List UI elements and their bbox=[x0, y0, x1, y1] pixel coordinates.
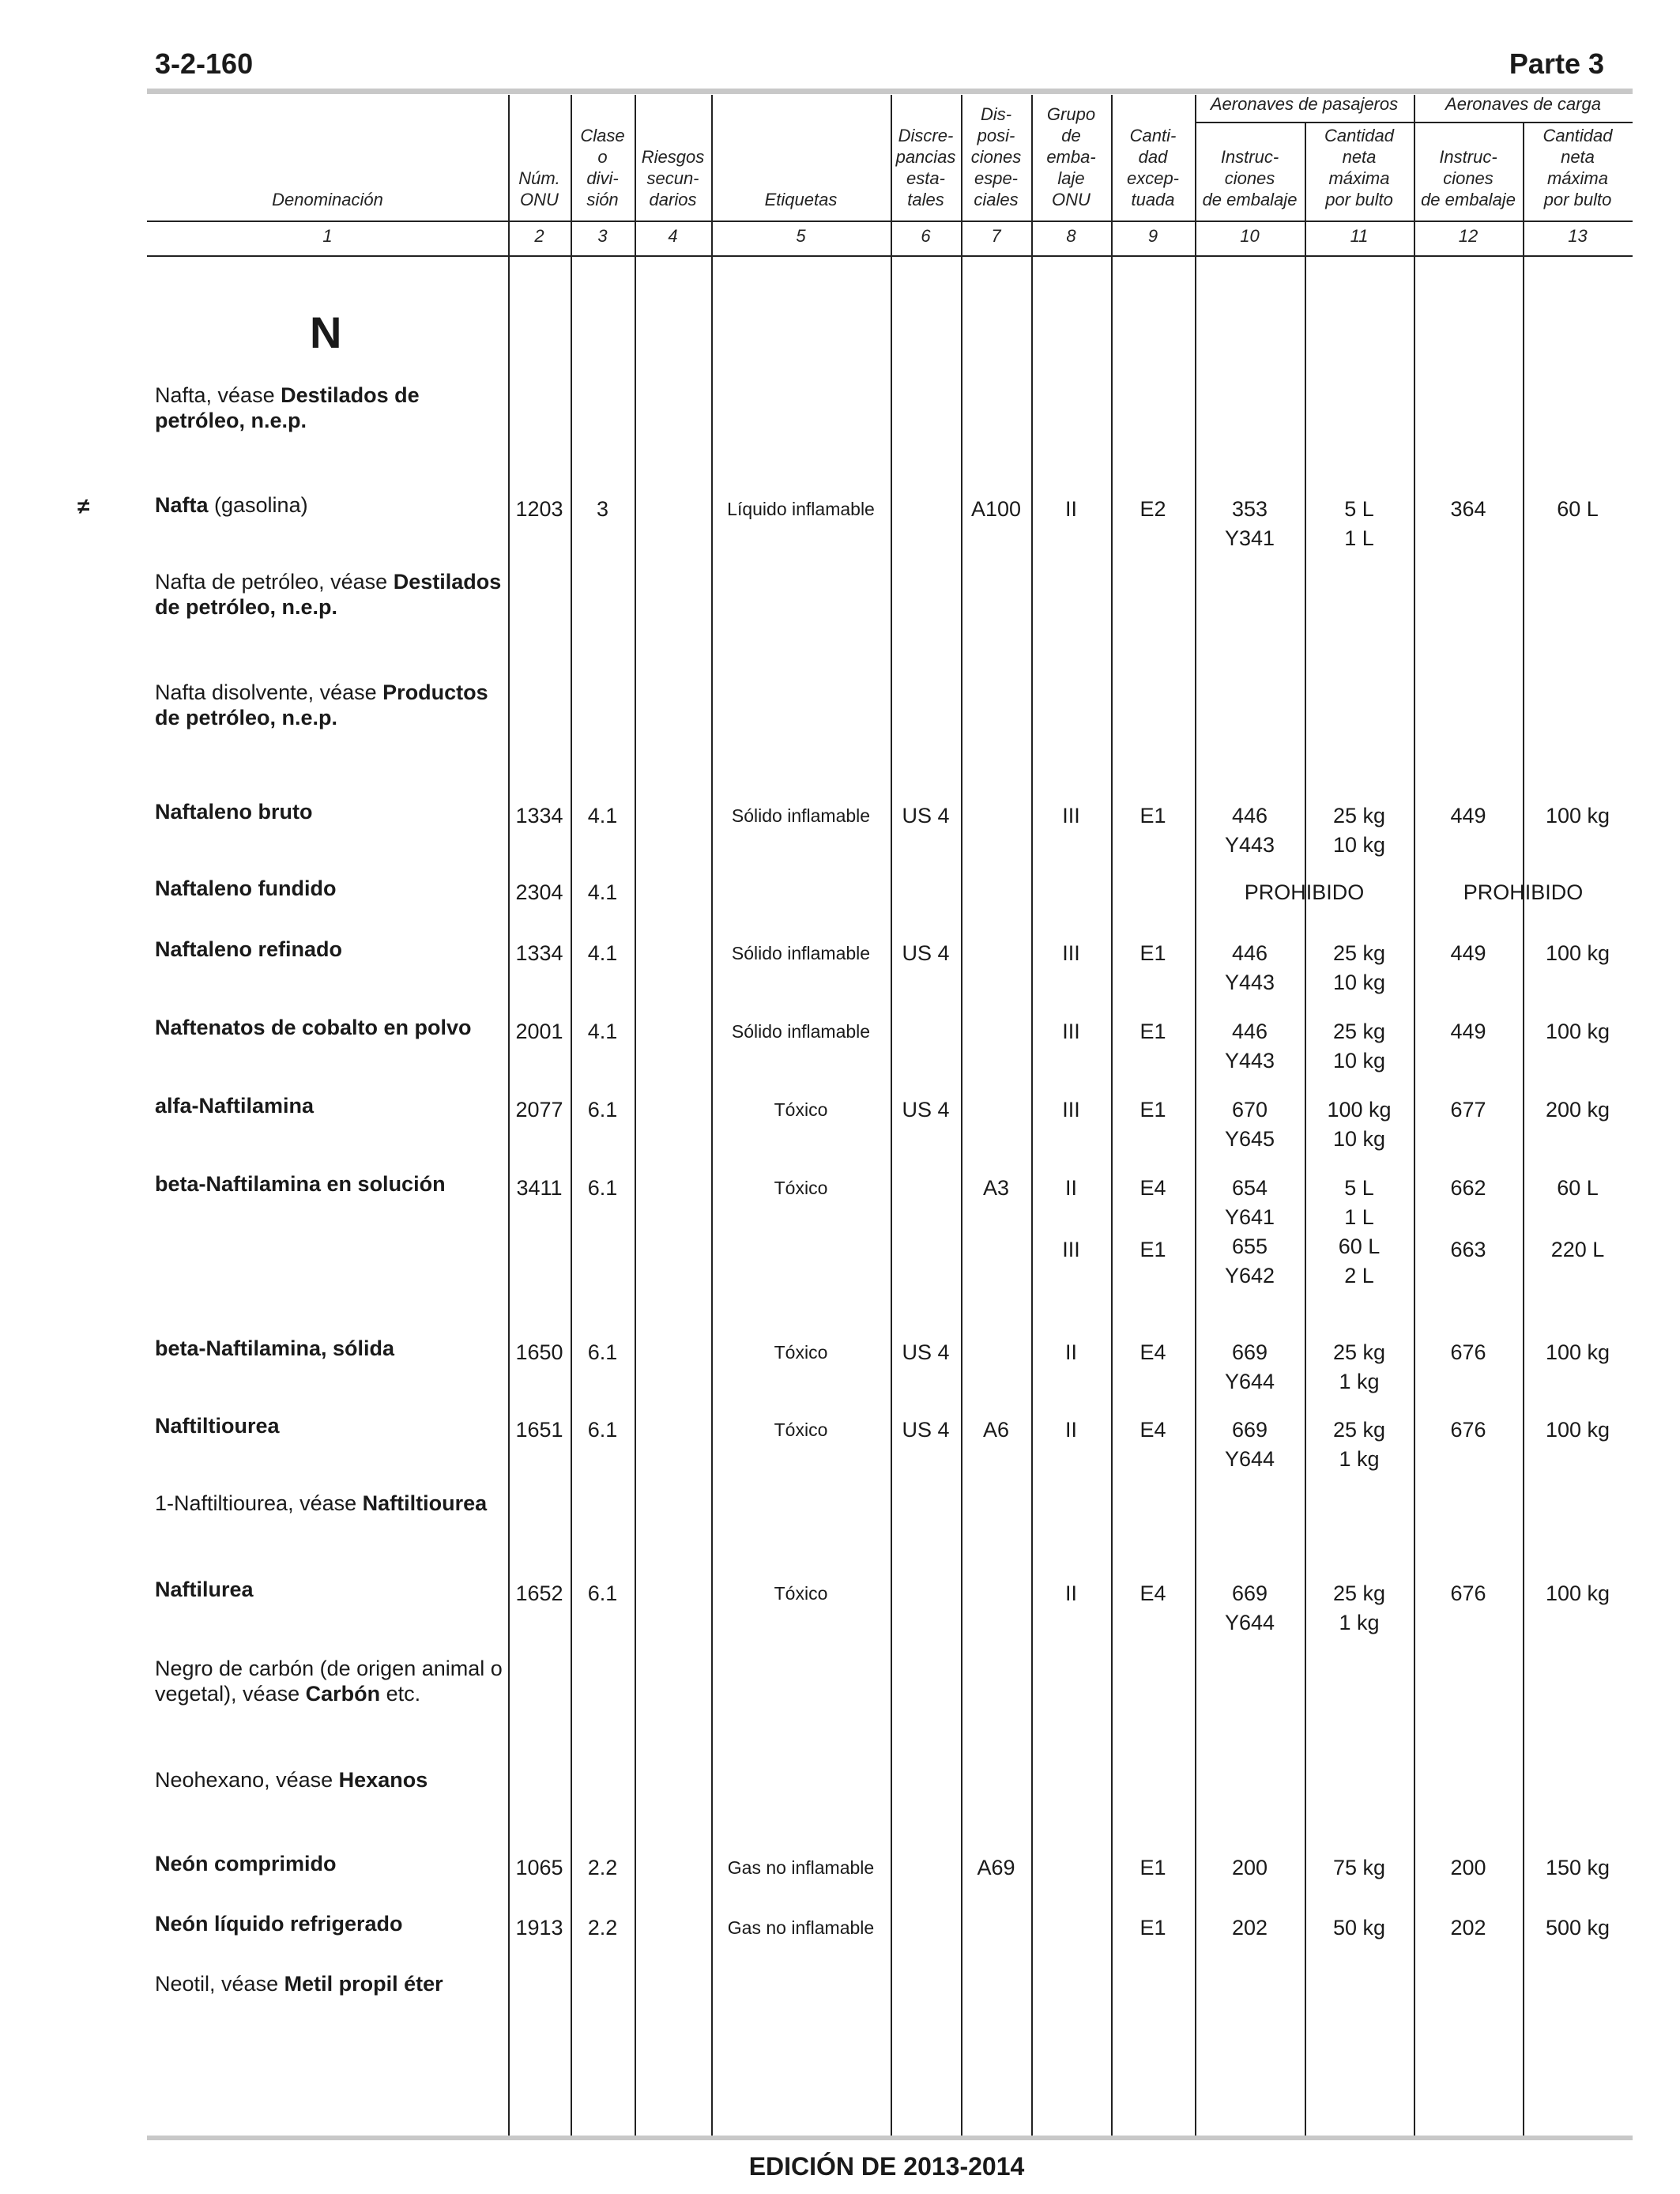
header-rule bbox=[147, 221, 1633, 222]
change-mark: ≠ bbox=[77, 494, 90, 518]
class-division: 4.1 bbox=[587, 804, 618, 827]
hazard-label: Tóxico bbox=[774, 1178, 828, 1198]
passenger-packing-instruction: Y644 bbox=[1224, 1447, 1275, 1471]
passenger-max-quantity: 25 kg bbox=[1332, 804, 1386, 827]
passenger-packing-instruction: Y644 bbox=[1224, 1611, 1275, 1634]
un-number: 2077 bbox=[515, 1098, 563, 1122]
header-cantidad-neta-carga: Cantidad neta máxima por bulto bbox=[1543, 126, 1613, 209]
passenger-max-quantity: 10 kg bbox=[1332, 971, 1386, 994]
packing-group: III bbox=[1062, 804, 1080, 827]
cargo-packing-instruction: 449 bbox=[1450, 1020, 1486, 1043]
header-discrepancias: Discre- pancias esta- tales bbox=[895, 126, 956, 209]
excepted-quantity: E2 bbox=[1139, 497, 1166, 521]
column-number: 1 bbox=[322, 226, 333, 246]
bottom-rule bbox=[147, 2136, 1633, 2140]
entry-name: beta-Naftilamina en solución bbox=[155, 1172, 446, 1196]
passenger-packing-instruction: 655 bbox=[1231, 1235, 1268, 1258]
cargo-packing-instruction: 449 bbox=[1450, 804, 1486, 827]
un-number: 1651 bbox=[515, 1418, 563, 1442]
part-title: Parte 3 bbox=[1509, 47, 1604, 80]
class-division: 2.2 bbox=[587, 1916, 618, 1940]
packing-group: II bbox=[1064, 1176, 1077, 1200]
column-number: 5 bbox=[796, 226, 806, 246]
class-division: 6.1 bbox=[587, 1098, 618, 1122]
passenger-packing-instruction: Y641 bbox=[1224, 1205, 1275, 1229]
cargo-max-quantity: 60 L bbox=[1557, 497, 1599, 521]
header-grupo: Grupo de emba- laje ONU bbox=[1046, 104, 1096, 209]
passenger-packing-instruction: Y443 bbox=[1224, 833, 1275, 857]
cargo-max-quantity: 100 kg bbox=[1545, 1020, 1610, 1043]
column-number: 7 bbox=[991, 226, 1001, 246]
class-division: 2.2 bbox=[587, 1856, 618, 1879]
un-number: 2304 bbox=[515, 880, 563, 904]
class-division: 3 bbox=[596, 497, 609, 521]
hazard-label: Tóxico bbox=[774, 1419, 828, 1440]
header-instrucciones-pasajeros: Instruc- ciones de embalaje bbox=[1202, 147, 1298, 209]
entry-name: Naftenatos de cobalto en polvo bbox=[155, 1016, 472, 1039]
entry-name: Nafta, véase Destilados de petróleo, n.e.p. bbox=[155, 383, 420, 432]
excepted-quantity: E4 bbox=[1139, 1418, 1166, 1442]
entry-name: alfa-Naftilamina bbox=[155, 1094, 315, 1118]
excepted-quantity: E4 bbox=[1139, 1340, 1166, 1364]
passenger-max-quantity: 25 kg bbox=[1332, 1418, 1386, 1442]
hazard-label: Gas no inflamable bbox=[727, 1857, 875, 1878]
packing-group: II bbox=[1064, 497, 1077, 521]
class-division: 6.1 bbox=[587, 1581, 618, 1605]
passenger-packing-instruction: 200 bbox=[1231, 1856, 1268, 1879]
cargo-packing-instruction: 662 bbox=[1450, 1176, 1486, 1200]
special-provision: A3 bbox=[982, 1176, 1010, 1200]
class-division: 4.1 bbox=[587, 941, 618, 965]
passenger-max-quantity: 1 kg bbox=[1339, 1370, 1380, 1393]
un-number: 1650 bbox=[515, 1340, 563, 1364]
passenger-max-quantity: 10 kg bbox=[1332, 1127, 1386, 1151]
entry-name: Nafta disolvente, véase Productos de petróleo, n.e.p. bbox=[155, 680, 488, 729]
passenger-packing-instruction: 654 bbox=[1231, 1176, 1268, 1200]
un-number: 1065 bbox=[515, 1856, 563, 1879]
un-number: 1913 bbox=[515, 1916, 563, 1940]
entry-name: Neohexano, véase Hexanos bbox=[155, 1768, 428, 1792]
excepted-quantity: E1 bbox=[1139, 1237, 1166, 1261]
hazard-label: Sólido inflamable bbox=[731, 943, 871, 963]
un-number: 1203 bbox=[515, 497, 563, 521]
hazard-label: Tóxico bbox=[774, 1342, 828, 1363]
passenger-max-quantity: 1 L bbox=[1344, 526, 1374, 550]
cargo-max-quantity: 150 kg bbox=[1545, 1856, 1610, 1879]
passenger-max-quantity: 5 L bbox=[1344, 497, 1374, 521]
column-number: 6 bbox=[921, 226, 931, 246]
packing-group: III bbox=[1062, 941, 1080, 965]
passenger-packing-instruction: Y642 bbox=[1224, 1264, 1275, 1287]
passenger-max-quantity: 25 kg bbox=[1332, 1340, 1386, 1364]
hazard-label: Sólido inflamable bbox=[731, 805, 871, 826]
passenger-packing-instruction: Y341 bbox=[1224, 526, 1275, 550]
section-letter: N bbox=[310, 307, 342, 357]
column-number: 2 bbox=[534, 226, 544, 246]
header-disposiciones: Dis- posi- ciones espe- ciales bbox=[970, 104, 1022, 209]
cargo-packing-instruction: 364 bbox=[1450, 497, 1486, 521]
passenger-packing-instruction: 202 bbox=[1231, 1916, 1268, 1940]
column-number-rule bbox=[147, 255, 1633, 257]
column-number: 10 bbox=[1240, 226, 1260, 246]
state-variation: US 4 bbox=[902, 804, 950, 827]
excepted-quantity: E1 bbox=[1139, 1916, 1166, 1940]
column-number: 13 bbox=[1568, 226, 1588, 246]
cargo-packing-instruction: 449 bbox=[1450, 941, 1486, 965]
passenger-max-quantity: 5 L bbox=[1344, 1176, 1374, 1200]
entry-name: beta-Naftilamina, sólida bbox=[155, 1336, 395, 1360]
passenger-packing-instruction: 669 bbox=[1231, 1340, 1268, 1364]
class-division: 4.1 bbox=[587, 1020, 618, 1043]
entry-name: Negro de carbón (de origen animal o vegetal), véase Carbón etc. bbox=[155, 1657, 503, 1706]
header-num-onu: Núm. ONU bbox=[518, 168, 560, 209]
excepted-quantity: E1 bbox=[1139, 941, 1166, 965]
cargo-packing-instruction: 677 bbox=[1450, 1098, 1486, 1122]
packing-group: III bbox=[1062, 1098, 1080, 1122]
passenger-prohibited: PROHIBIDO bbox=[1244, 880, 1365, 904]
entry-name: Naftiltiourea bbox=[155, 1414, 280, 1438]
packing-group: III bbox=[1062, 1237, 1080, 1261]
entry-name: Naftaleno refinado bbox=[155, 937, 343, 961]
state-variation: US 4 bbox=[902, 941, 950, 965]
column-number: 3 bbox=[597, 226, 608, 246]
passenger-packing-instruction: 446 bbox=[1231, 804, 1268, 827]
cargo-prohibited: PROHIBIDO bbox=[1463, 880, 1584, 904]
cargo-packing-instruction: 676 bbox=[1450, 1340, 1486, 1364]
cargo-max-quantity: 500 kg bbox=[1545, 1916, 1610, 1940]
cargo-max-quantity: 60 L bbox=[1557, 1176, 1599, 1200]
passenger-packing-instruction: 446 bbox=[1231, 941, 1268, 965]
excepted-quantity: E1 bbox=[1139, 1856, 1166, 1879]
excepted-quantity: E1 bbox=[1139, 1098, 1166, 1122]
column-number: 11 bbox=[1350, 226, 1369, 246]
class-division: 6.1 bbox=[587, 1176, 618, 1200]
packing-group: III bbox=[1062, 1020, 1080, 1043]
hazard-label: Tóxico bbox=[774, 1583, 828, 1604]
passenger-max-quantity: 100 kg bbox=[1327, 1098, 1392, 1122]
entry-name: Naftaleno fundido bbox=[155, 876, 337, 900]
header-aeronaves-carga: Aeronaves de carga bbox=[1445, 94, 1601, 114]
column-number: 8 bbox=[1066, 226, 1076, 246]
hazard-label: Tóxico bbox=[774, 1099, 828, 1120]
passenger-max-quantity: 10 kg bbox=[1332, 1049, 1386, 1072]
class-division: 6.1 bbox=[587, 1340, 618, 1364]
passenger-max-quantity: 75 kg bbox=[1332, 1856, 1386, 1879]
cargo-max-quantity: 200 kg bbox=[1545, 1098, 1610, 1122]
page-footer: EDICIÓN DE 2013-2014 bbox=[748, 2152, 1025, 2181]
entry-name: Neón comprimido bbox=[155, 1852, 337, 1875]
passenger-packing-instruction: 669 bbox=[1231, 1418, 1268, 1442]
passenger-packing-instruction: Y645 bbox=[1224, 1127, 1275, 1151]
packing-group: II bbox=[1064, 1418, 1077, 1442]
header-riesgos: Riesgos secun- darios bbox=[641, 147, 705, 209]
column-divider bbox=[1523, 123, 1524, 2136]
column-divider bbox=[635, 95, 636, 2136]
header-etiquetas: Etiquetas bbox=[764, 190, 838, 209]
excepted-quantity: E1 bbox=[1139, 1020, 1166, 1043]
passenger-packing-instruction: 670 bbox=[1231, 1098, 1268, 1122]
column-number: 9 bbox=[1147, 226, 1158, 246]
cargo-max-quantity: 220 L bbox=[1550, 1237, 1605, 1261]
header-instrucciones-carga: Instruc- ciones de embalaje bbox=[1421, 147, 1516, 209]
un-number: 1334 bbox=[515, 941, 563, 965]
passenger-packing-instruction: 353 bbox=[1231, 497, 1268, 521]
passenger-max-quantity: 60 L bbox=[1338, 1235, 1381, 1258]
passenger-max-quantity: 25 kg bbox=[1332, 1581, 1386, 1605]
cargo-max-quantity: 100 kg bbox=[1545, 1418, 1610, 1442]
excepted-quantity: E4 bbox=[1139, 1581, 1166, 1605]
hazard-label: Sólido inflamable bbox=[731, 1021, 871, 1042]
packing-group: II bbox=[1064, 1340, 1077, 1364]
class-division: 4.1 bbox=[587, 880, 618, 904]
passenger-packing-instruction: Y443 bbox=[1224, 1049, 1275, 1072]
cargo-packing-instruction: 676 bbox=[1450, 1418, 1486, 1442]
state-variation: US 4 bbox=[902, 1340, 950, 1364]
state-variation: US 4 bbox=[902, 1098, 950, 1122]
class-division: 6.1 bbox=[587, 1418, 618, 1442]
cargo-max-quantity: 100 kg bbox=[1545, 1340, 1610, 1364]
page-number: 3-2-160 bbox=[155, 47, 254, 80]
cargo-packing-instruction: 202 bbox=[1450, 1916, 1486, 1940]
passenger-packing-instruction: 669 bbox=[1231, 1581, 1268, 1605]
passenger-packing-instruction: Y443 bbox=[1224, 971, 1275, 994]
passenger-max-quantity: 2 L bbox=[1344, 1264, 1374, 1287]
entry-name: Nafta (gasolina) bbox=[155, 493, 308, 517]
header-aeronaves-pasajeros: Aeronaves de pasajeros bbox=[1210, 94, 1399, 114]
cargo-max-quantity: 100 kg bbox=[1545, 1581, 1610, 1605]
passenger-packing-instruction: 446 bbox=[1231, 1020, 1268, 1043]
column-number: 4 bbox=[668, 226, 678, 246]
passenger-max-quantity: 1 L bbox=[1344, 1205, 1374, 1229]
passenger-max-quantity: 10 kg bbox=[1332, 833, 1386, 857]
header-clase: Clase o divi- sión bbox=[580, 126, 625, 209]
entry-name: Naftilurea bbox=[155, 1578, 254, 1601]
special-provision: A6 bbox=[982, 1418, 1010, 1442]
un-number: 1334 bbox=[515, 804, 563, 827]
excepted-quantity: E1 bbox=[1139, 804, 1166, 827]
cargo-max-quantity: 100 kg bbox=[1545, 804, 1610, 827]
special-provision: A69 bbox=[977, 1856, 1015, 1879]
hazard-label: Gas no inflamable bbox=[727, 1917, 875, 1938]
excepted-quantity: E4 bbox=[1139, 1176, 1166, 1200]
un-number: 1652 bbox=[515, 1581, 563, 1605]
header-cantidad-neta-pasajeros: Cantidad neta máxima por bulto bbox=[1324, 126, 1395, 209]
entry-name: Naftaleno bruto bbox=[155, 800, 313, 824]
column-divider bbox=[961, 95, 962, 2136]
special-provision: A100 bbox=[970, 497, 1022, 521]
cargo-packing-instruction: 200 bbox=[1450, 1856, 1486, 1879]
entry-name: Neón líquido refrigerado bbox=[155, 1912, 403, 1936]
passenger-max-quantity: 50 kg bbox=[1332, 1916, 1386, 1940]
header-cantidad-exceptuada: Canti- dad excep- tuada bbox=[1126, 126, 1180, 209]
entry-name: 1-Naftiltiourea, véase Naftiltiourea bbox=[155, 1491, 488, 1515]
state-variation: US 4 bbox=[902, 1418, 950, 1442]
hazard-label: Líquido inflamable bbox=[727, 499, 875, 519]
entry-name: Neotil, véase Metil propil éter bbox=[155, 1972, 443, 1996]
cargo-max-quantity: 100 kg bbox=[1545, 941, 1610, 965]
passenger-max-quantity: 1 kg bbox=[1339, 1611, 1380, 1634]
passenger-max-quantity: 25 kg bbox=[1332, 1020, 1386, 1043]
packing-group: II bbox=[1064, 1581, 1077, 1605]
cargo-packing-instruction: 663 bbox=[1450, 1237, 1486, 1261]
column-number: 12 bbox=[1458, 226, 1478, 246]
header-denominacion: Denominación bbox=[272, 190, 383, 209]
passenger-max-quantity: 1 kg bbox=[1339, 1447, 1380, 1471]
entry-name: Nafta de petróleo, véase Destilados de petróleo, n.e.p. bbox=[155, 570, 502, 619]
cargo-packing-instruction: 676 bbox=[1450, 1581, 1486, 1605]
passenger-max-quantity: 25 kg bbox=[1332, 941, 1386, 965]
un-number: 2001 bbox=[515, 1020, 563, 1043]
un-number: 3411 bbox=[516, 1176, 563, 1200]
passenger-packing-instruction: Y644 bbox=[1224, 1370, 1275, 1393]
